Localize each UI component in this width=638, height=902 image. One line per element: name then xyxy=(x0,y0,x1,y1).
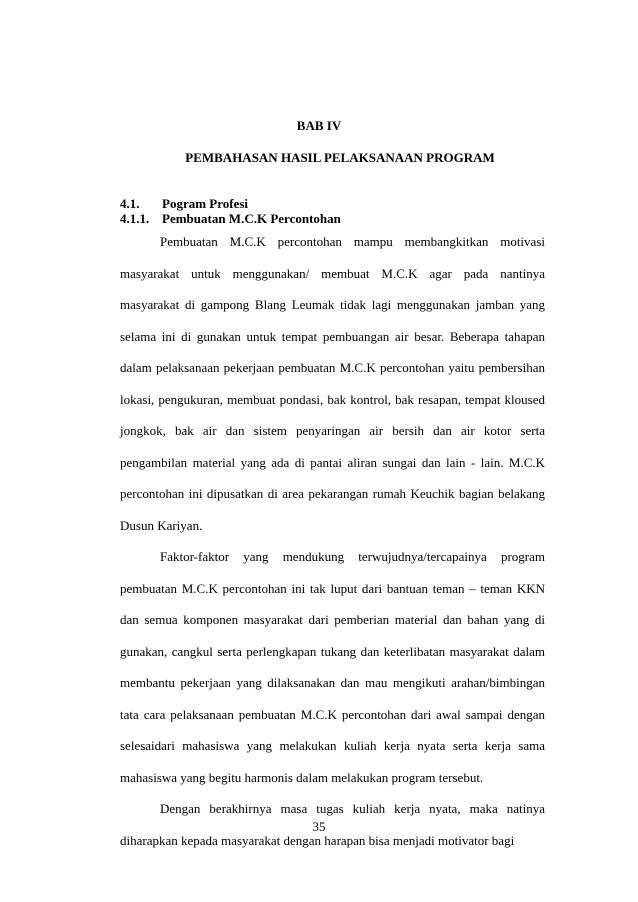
page-number: 35 xyxy=(312,819,326,834)
section-title: Pembuatan M.C.K Percontohan xyxy=(162,211,341,226)
paragraph: Faktor-faktor yang mendukung terwujudnya/tercapainya program pembuatan M.C.K percontohan ini tak luput dari bantuan teman – teman KKN dan semua komponen masyarakat dari pemberian material dan bahan yang di gunakan, cangkul serta perlengkapan tukang dan keterlibatan masyarakat dalam membantu pekerjaan yang dilaksanakan dan mau mengikuti arahan/bimbingan tata cara pelaksanaan pembuatan M.C.K percontohan dari awal sampai dengan selesaidari mahasiswa yang melakukan kuliah kerja nyata serta kerja sama mahasiswa yang begitu harmonis dalam melakukan program tersebut. xyxy=(120,549,545,785)
chapter-heading: BAB IV xyxy=(296,118,342,133)
body-text xyxy=(120,226,545,856)
paragraph: Pembuatan M.C.K percontohan mampu membangkitkan motivasi masyarakat untuk menggunakan/ membuat M.C.K agar pada nantinya masyarakat di gampong Blang Leumak tidak lagi menggunakan jamban yang selama ini di gunakan untuk tempat pembuangan air besar. Beberapa tahapan dalam pelaksanaan pekerjaan pembuatan M.C.K percontohan yaitu pembersihan lokasi, pengukuran, membuat pondasi, bak kontrol, bak resapan, tempat kloused jongkok, bak air dan sistem penyaringan air bersih dan air kotor serta pengambilan material yang ada di pantai aliran sungai dan lain - lain. M.C.K percontohan ini dipusatkan di area pekarangan rumah Keuchik bagian belakang Dusun Kariyan. xyxy=(120,234,545,533)
section-heading-4-1 xyxy=(120,196,248,212)
chapter-title: PEMBAHASAN HASIL PELAKSANAAN PROGRAM xyxy=(185,150,495,165)
section-heading-4-1-1 xyxy=(120,211,341,227)
section-number: 4.1. xyxy=(120,196,140,211)
paragraph: Dengan berakhirnya masa tugas kuliah kerja nyata, maka natinya diharapkan kepada masyarakat dengan harapan bisa menjadi motivator bagi xyxy=(120,801,545,848)
section-title: Pogram Profesi xyxy=(162,196,249,211)
section-number: 4.1.1. xyxy=(120,211,150,226)
